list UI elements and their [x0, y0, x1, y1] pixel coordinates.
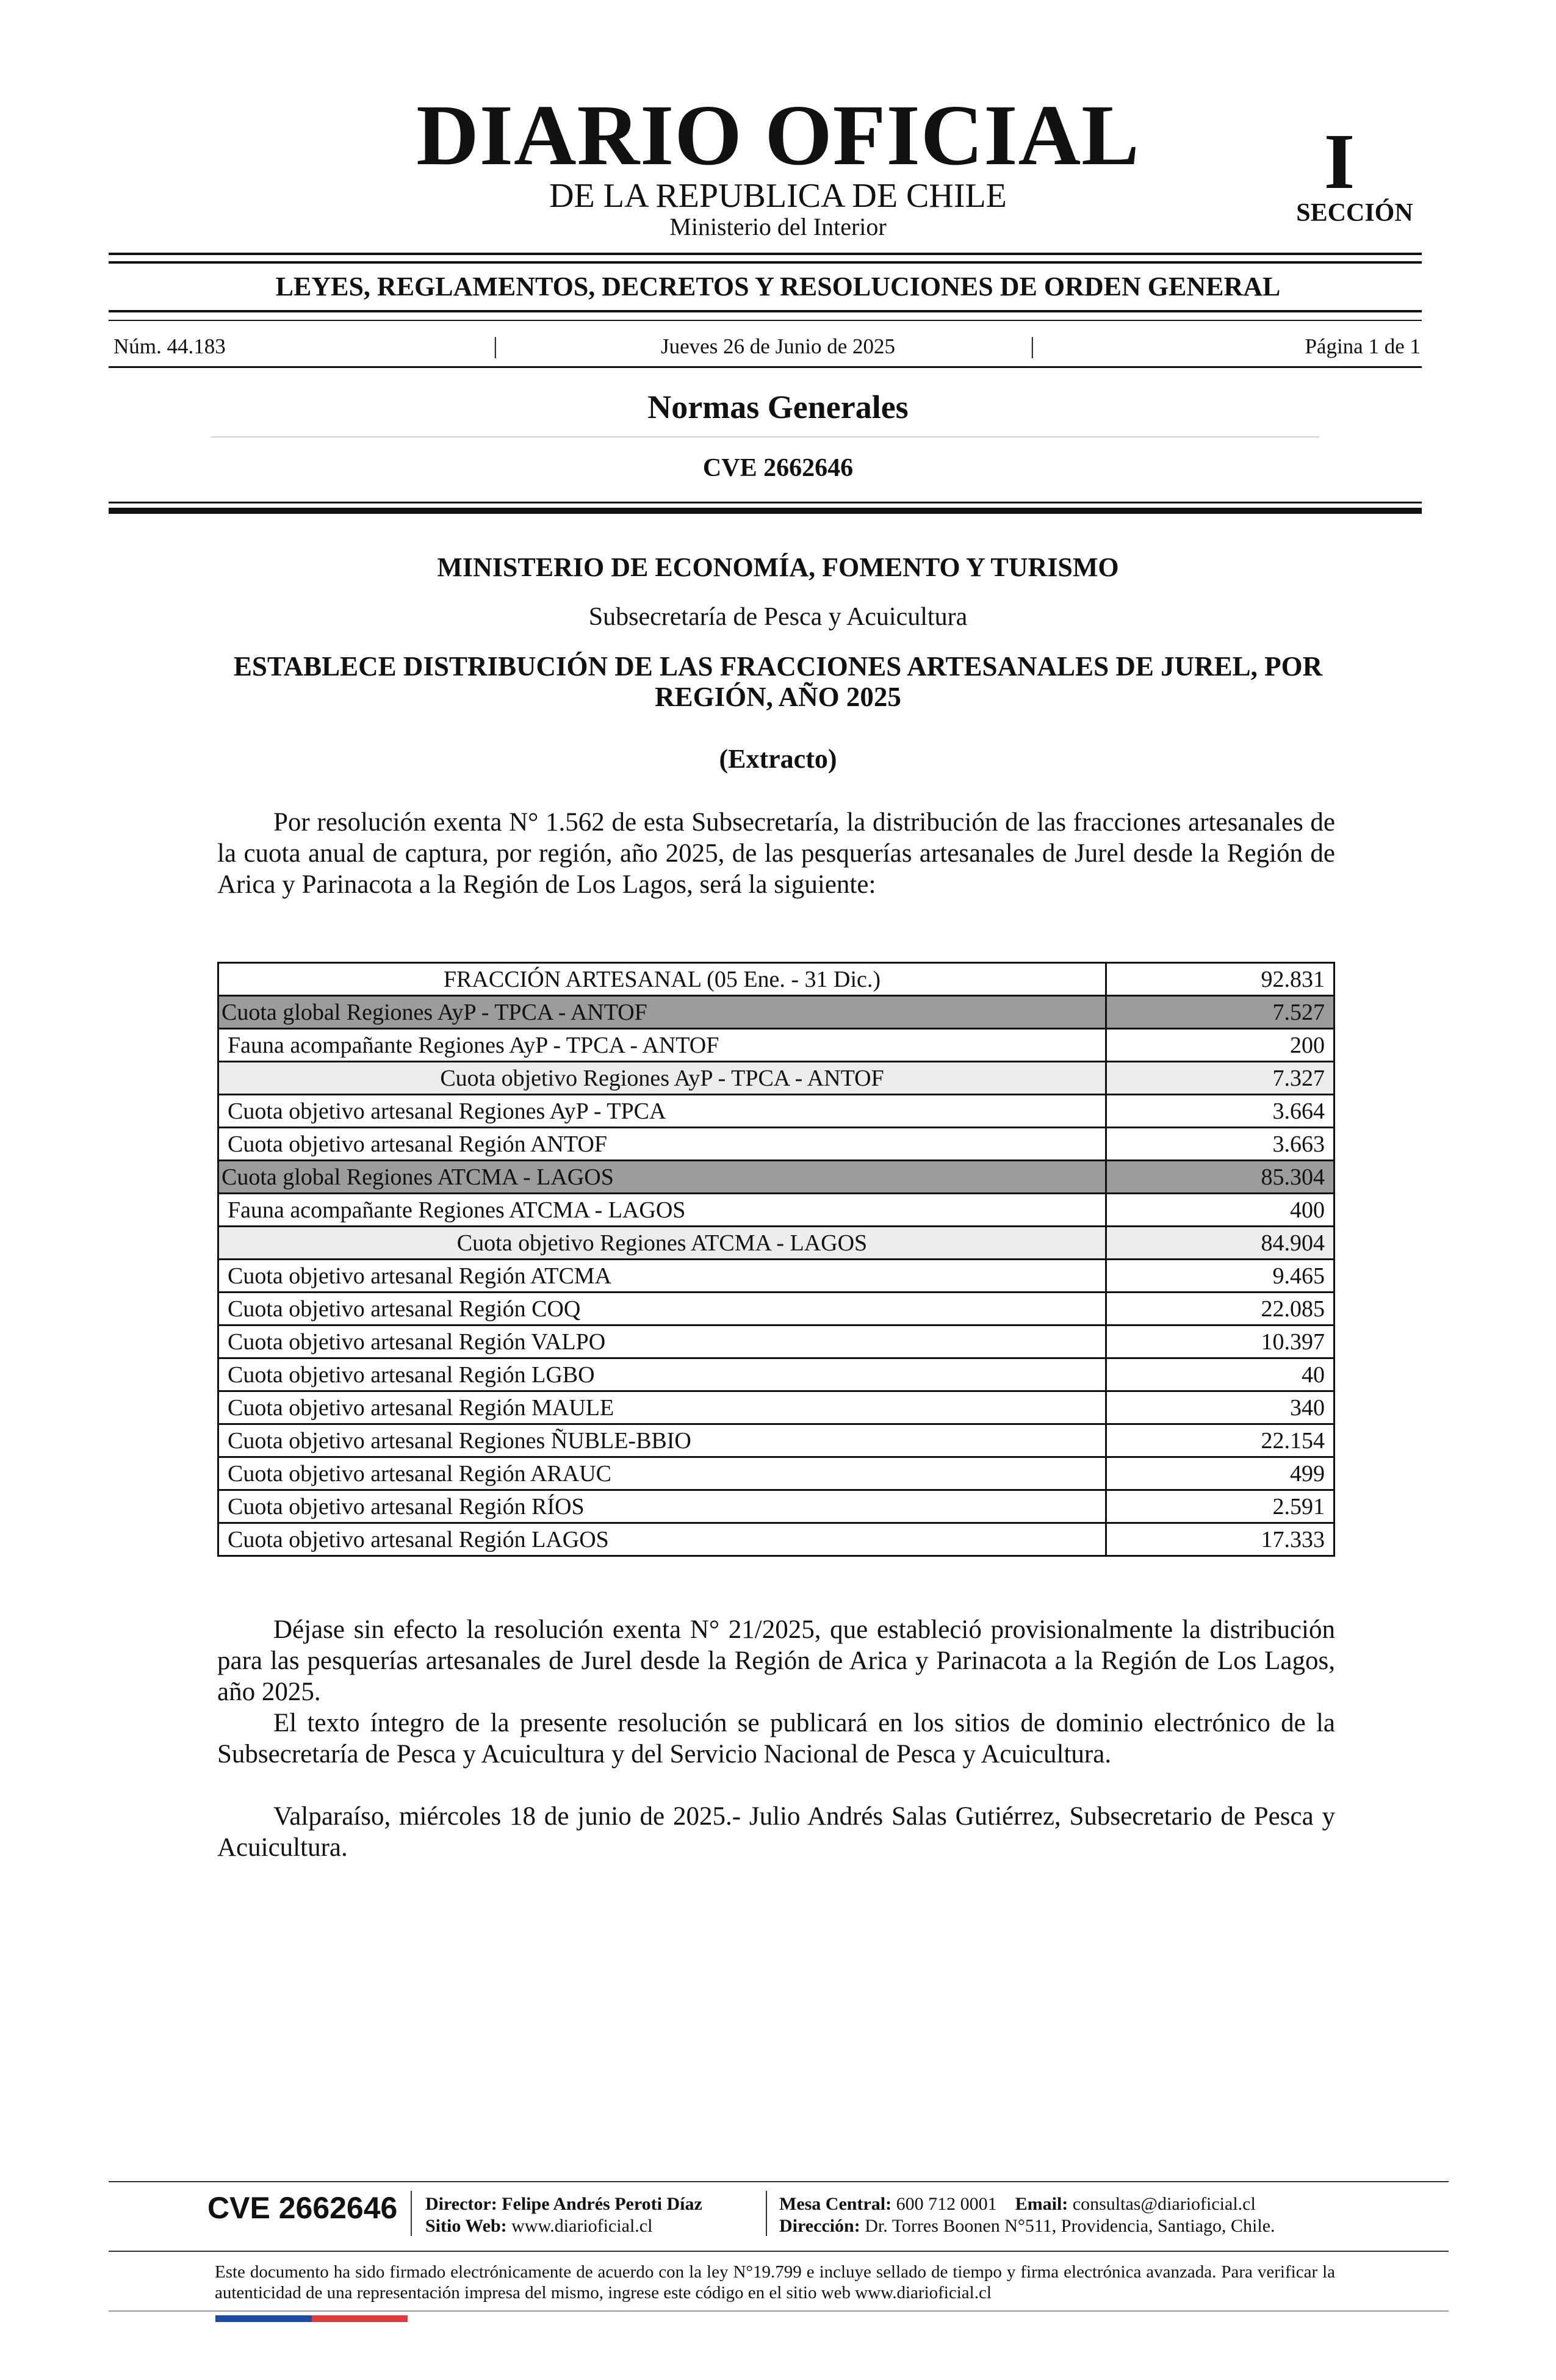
intro-paragraph: [217, 807, 1335, 900]
row-value: 9.465: [1106, 1260, 1334, 1293]
table-row: [218, 963, 1334, 996]
table-row: [218, 1325, 1334, 1358]
divider: [411, 2191, 412, 2236]
table-row: [218, 1391, 1334, 1424]
section-heading: Normas Generales: [647, 389, 909, 425]
row-value: 40: [1106, 1358, 1334, 1391]
table-row: [218, 1260, 1334, 1293]
divider: [109, 508, 1422, 514]
issue-number: Núm. 44.183: [113, 334, 226, 358]
table-row: [218, 1293, 1334, 1325]
table-row: [218, 1523, 1334, 1556]
extract-label: (Extracto): [719, 744, 837, 774]
row-label: Cuota objetivo artesanal Región VALPO: [218, 1325, 1106, 1358]
row-value: 2.591: [1106, 1490, 1334, 1523]
director-name: Felipe Andrés Peroti Díaz: [502, 2194, 702, 2214]
row-value: 92.831: [1106, 963, 1334, 996]
paragraph: [217, 1614, 1335, 1707]
row-value: 400: [1106, 1194, 1334, 1227]
document-title: ESTABLECE DISTRIBUCIÓN DE LAS FRACCIONES ARTESANALES DE JUREL, POR REGIÓN, AÑO 2025: [233, 651, 1323, 712]
row-value: 10.397: [1106, 1325, 1334, 1358]
row-label: Cuota objetivo artesanal Región LGBO: [218, 1358, 1106, 1391]
table-row: [218, 1424, 1334, 1457]
table-row: [218, 1490, 1334, 1523]
document-subsecretary: Subsecretaría de Pesca y Acuicultura: [588, 603, 968, 631]
document-ministry: MINISTERIO DE ECONOMÍA, FOMENTO Y TURISMO: [437, 552, 1119, 582]
section-number: I: [1324, 118, 1355, 206]
quota-table: [217, 962, 1335, 1557]
table-row: [218, 1358, 1334, 1391]
row-label: Cuota objetivo artesanal Región ANTOF: [218, 1128, 1106, 1161]
paragraph-text: Valparaíso, miércoles 18 de junio de 2025.- Julio Andrés Salas Gutiérrez, Subsecretario de Pesca y Acuicultura.: [217, 1802, 1335, 1862]
website-label: Sitio Web:: [425, 2216, 507, 2236]
divider: [109, 366, 1422, 368]
table-row: [218, 1062, 1334, 1095]
divider: [109, 320, 1422, 321]
newspaper-title: DIARIO OFICIAL: [416, 87, 1140, 183]
table-row: [218, 1029, 1334, 1062]
row-label: FRACCIÓN ARTESANAL (05 Ene. - 31 Dic.): [218, 963, 1106, 996]
row-value: 85.304: [1106, 1161, 1334, 1194]
row-value: 200: [1106, 1029, 1334, 1062]
row-label: Cuota global Regiones ATCMA - LAGOS: [218, 1161, 1106, 1194]
address-value: Dr. Torres Boonen N°511, Providencia, Santiago, Chile.: [865, 2216, 1275, 2236]
website-link[interactable]: www.diarioficial.cl: [511, 2216, 653, 2236]
table-row: [218, 1128, 1334, 1161]
masthead-ministry: Ministerio del Interior: [669, 213, 887, 240]
table-row: [218, 1457, 1334, 1490]
row-value: 17.333: [1106, 1523, 1334, 1556]
row-label: Cuota objetivo artesanal Región COQ: [218, 1293, 1106, 1325]
row-value: 22.154: [1106, 1424, 1334, 1457]
row-value: 3.663: [1106, 1128, 1334, 1161]
table-row: [218, 1161, 1334, 1194]
footer-director-block: [425, 2193, 702, 2237]
email-label: Email:: [1015, 2194, 1068, 2214]
issue-date: Jueves 26 de Junio de 2025: [661, 334, 895, 358]
paragraph-text: El texto íntegro de la presente resolución se publicará en los sitios de dominio electrónico de la Subsecretaría de Pesca y Acuicultura y del Servicio Nacional de Pesca y Acuicultura.: [217, 1709, 1335, 1769]
row-label: Cuota objetivo artesanal Región ATCMA: [218, 1260, 1106, 1293]
row-label: Fauna acompañante Regiones ATCMA - LAGOS: [218, 1194, 1106, 1227]
paragraph-text: Déjase sin efecto la resolución exenta N° 21/2025, que estableció provisionalmente la distribución para las pesquerías artesanales de Jurel desde la Región de Arica y Parinacota a la Región de Los Lagos, año 2025.: [217, 1615, 1335, 1706]
table-row: [218, 1194, 1334, 1227]
row-label: Cuota objetivo Regiones ATCMA - LAGOS: [218, 1227, 1106, 1260]
page-indicator: Página 1 de 1: [1305, 334, 1421, 358]
divider: [109, 502, 1422, 503]
section-label: SECCIÓN: [1296, 199, 1413, 227]
footer-cve: CVE 2662646: [207, 2191, 398, 2225]
table-row: [218, 1227, 1334, 1260]
address-label: Dirección:: [779, 2216, 860, 2236]
row-value: 22.085: [1106, 1293, 1334, 1325]
table-row: [218, 996, 1334, 1029]
row-label: Cuota objetivo artesanal Región LAGOS: [218, 1523, 1106, 1556]
newspaper-subtitle: DE LA REPUBLICA DE CHILE: [549, 177, 1007, 215]
mesa-phone: 600 712 0001: [896, 2194, 997, 2214]
mesa-label: Mesa Central:: [779, 2194, 892, 2214]
category-heading: LEYES, REGLAMENTOS, DECRETOS Y RESOLUCIONES DE ORDEN GENERAL: [275, 272, 1281, 301]
flag-stripe-red: [312, 2315, 408, 2322]
intro-text: Por resolución exenta N° 1.562 de esta Subsecretaría, la distribución de las fracciones artesanales de la cuota anual de captura, por región, año 2025, de las pesquerías artesanales de Jurel desde la Región de Arica y Parinacota a la Región de Los Lagos, será la siguiente:: [217, 808, 1335, 899]
paragraph: [217, 1707, 1335, 1770]
divider: [109, 2181, 1449, 2182]
separator: |: [1030, 333, 1035, 359]
row-label: Cuota objetivo artesanal Regiones AyP - TPCA: [218, 1095, 1106, 1128]
row-value: 7.327: [1106, 1062, 1334, 1095]
divider: [766, 2191, 767, 2236]
divider: [211, 436, 1319, 438]
row-value: 499: [1106, 1457, 1334, 1490]
row-value: 84.904: [1106, 1227, 1334, 1260]
row-value: 340: [1106, 1391, 1334, 1424]
signature-paragraph: [217, 1801, 1335, 1863]
footer-contact-block: [779, 2193, 1275, 2237]
row-label: Cuota objetivo Regiones AyP - TPCA - ANTOF: [218, 1062, 1106, 1095]
divider: [109, 310, 1422, 312]
email-link[interactable]: consultas@diarioficial.cl: [1072, 2194, 1256, 2214]
row-label: Fauna acompañante Regiones AyP - TPCA - ANTOF: [218, 1029, 1106, 1062]
flag-stripe-blue: [215, 2315, 312, 2322]
divider: [109, 253, 1422, 255]
footer-legal-note: Este documento ha sido firmado electrónicamente de acuerdo con la ley N°19.799 e incluye sellado de tiempo y firma electrónica avanzada. Para verificar la autenticidad de una representación impresa del mismo, ingrese este código en el sitio web www.diarioficial.cl: [215, 2262, 1335, 2302]
row-label: Cuota objetivo artesanal Región RÍOS: [218, 1490, 1106, 1523]
row-label: Cuota objetivo artesanal Región MAULE: [218, 1391, 1106, 1424]
director-label: Director:: [425, 2194, 497, 2214]
divider: [109, 2251, 1449, 2252]
separator: |: [493, 333, 498, 359]
divider: [109, 261, 1422, 264]
row-value: 3.664: [1106, 1095, 1334, 1128]
table-row: [218, 1095, 1334, 1128]
divider: [109, 2310, 1449, 2312]
row-value: 7.527: [1106, 996, 1334, 1029]
cve-code: CVE 2662646: [702, 454, 854, 482]
row-label: Cuota objetivo artesanal Regiones ÑUBLE-BBIO: [218, 1424, 1106, 1457]
row-label: Cuota global Regiones AyP - TPCA - ANTOF: [218, 996, 1106, 1029]
row-label: Cuota objetivo artesanal Región ARAUC: [218, 1457, 1106, 1490]
